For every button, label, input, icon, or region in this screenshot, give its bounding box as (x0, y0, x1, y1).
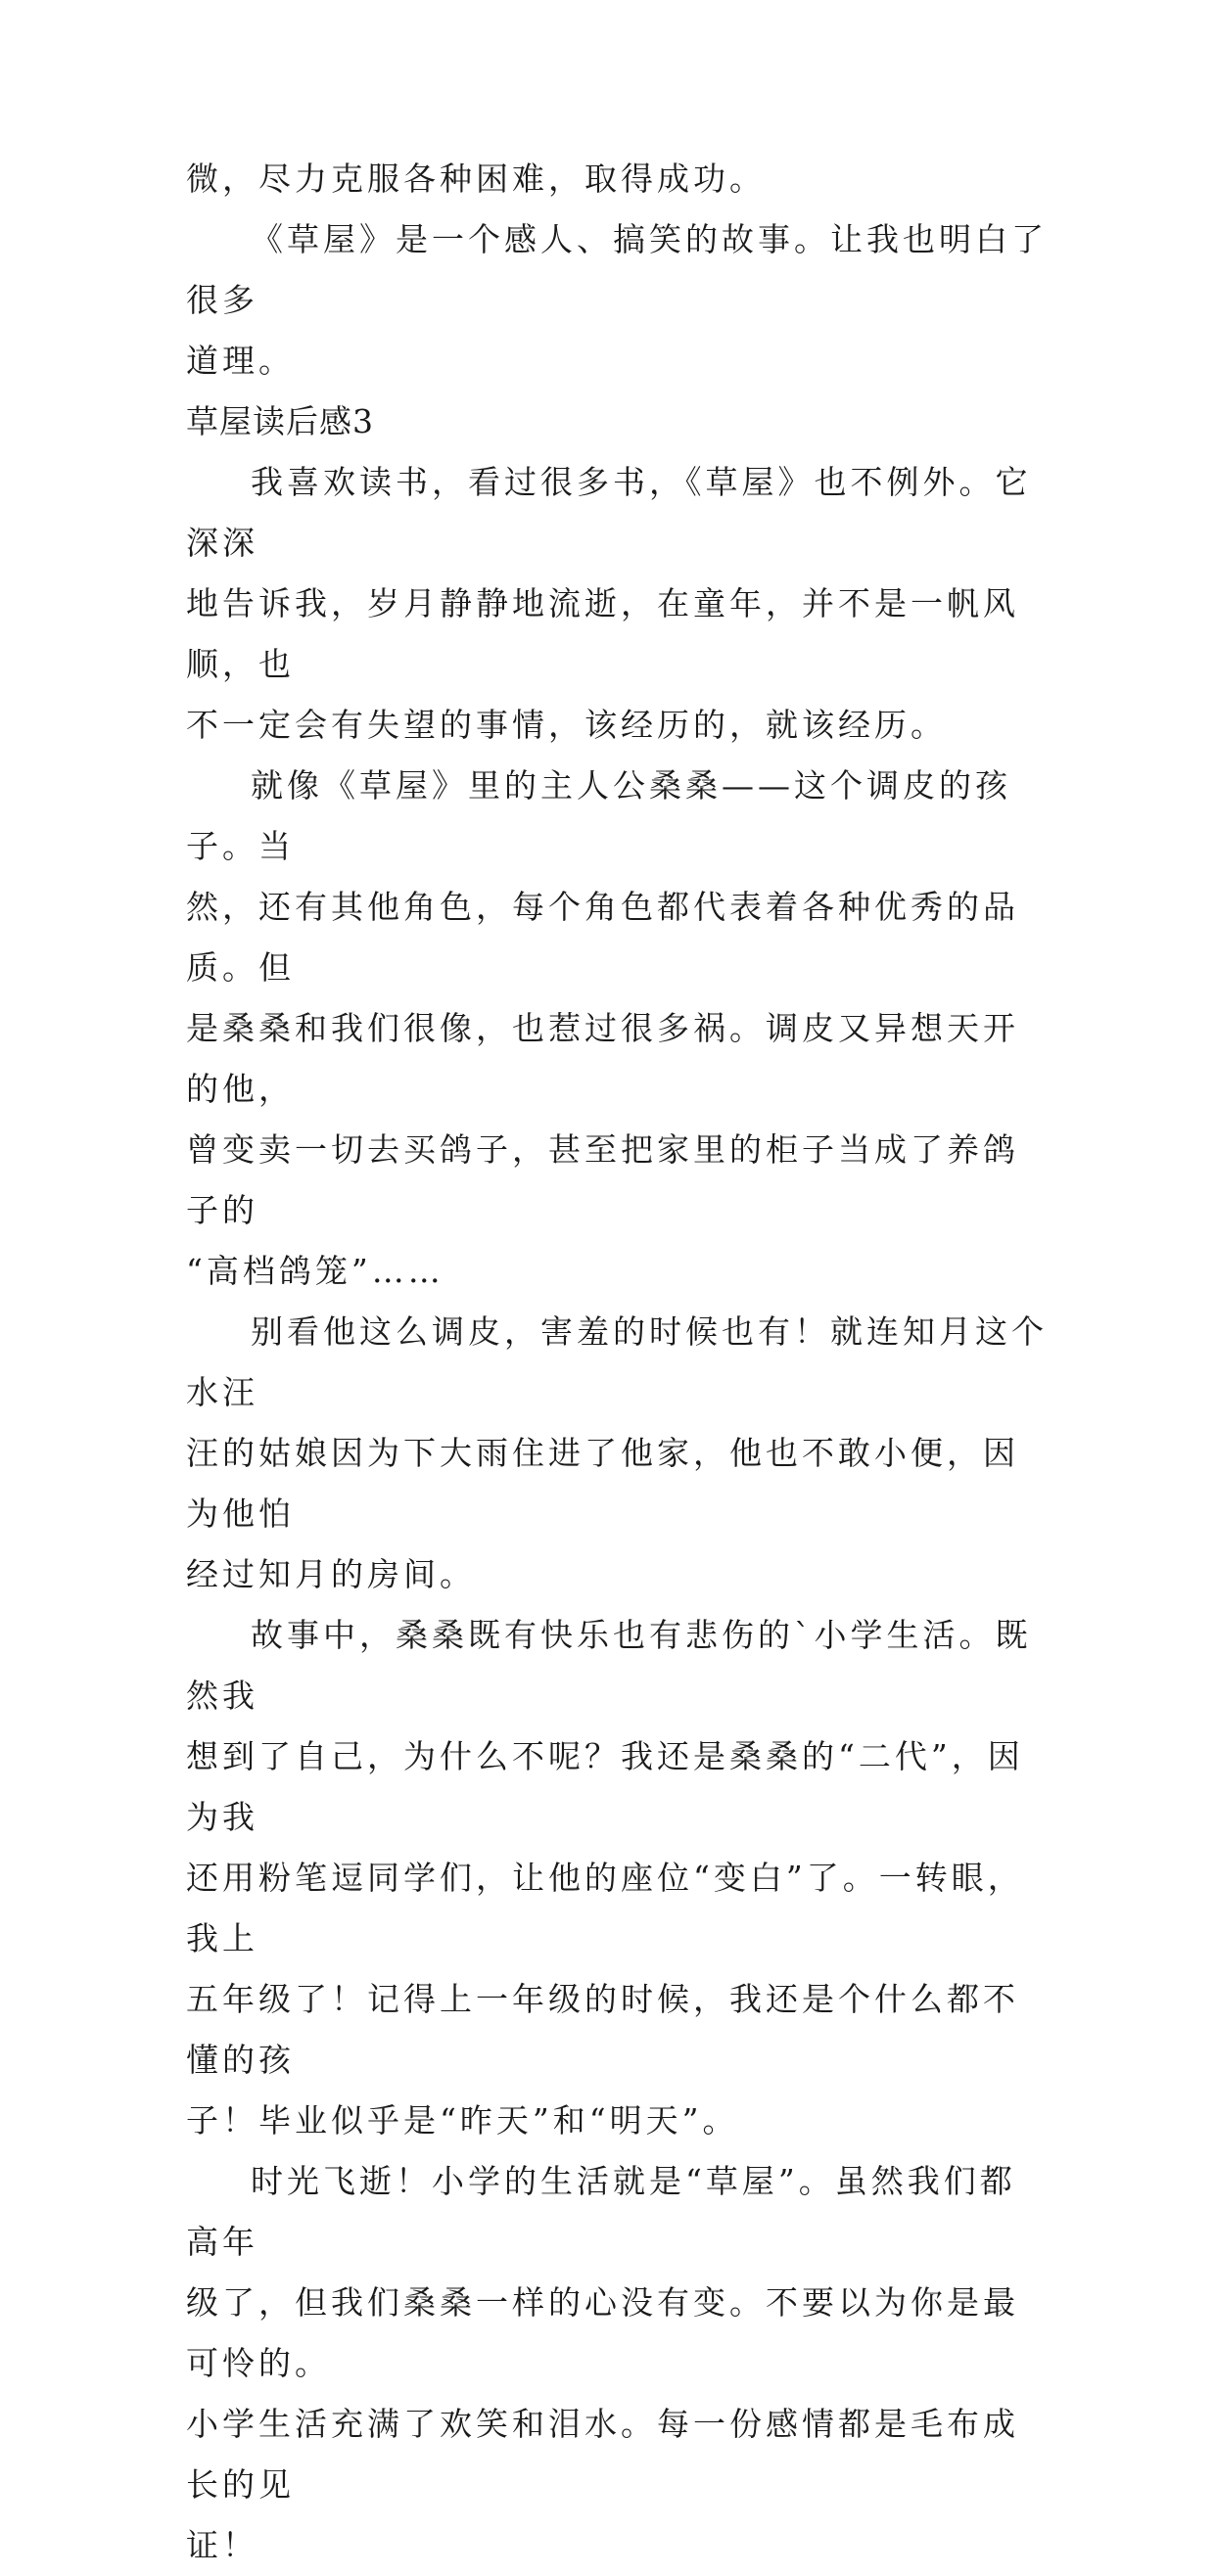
paragraph (186, 756, 1048, 1302)
section-heading: 草屋读后感3 (186, 402, 374, 440)
text-line: 还用粉笔逗同学们，让他的座位“变白”了。一转眼，我上 (186, 1859, 1024, 1957)
text-line: 经过知月的房间。 (186, 1555, 476, 1593)
text-line: 别看他这么调皮，害羞的时候也有！就连知月这个水汪 (186, 1312, 1048, 1411)
paragraph-summary (186, 209, 1048, 391)
text-line: 《草屋》是一个感人、搞笑的故事。让我也明白了很多 (186, 220, 1048, 319)
paragraph-continuation (186, 149, 1048, 209)
text-line: 曾变卖一切去买鸽子，甚至把家里的柜子当成了养鸽子的 (186, 1130, 1019, 1229)
paragraph (186, 1302, 1048, 1605)
text-line: 地告诉我，岁月静静地流逝，在童年，并不是一帆风顺，也 (186, 584, 1019, 683)
text-line: 就像《草屋》里的主人公桑桑——这个调皮的孩子。当 (186, 766, 1011, 865)
text-line: 想到了自己，为什么不呢？我还是桑桑的“二代”，因为我 (186, 1737, 1024, 1836)
text-line: 子！毕业似乎是“昨天”和“明天”。 (186, 2101, 739, 2139)
text-line: 是桑桑和我们很像，也惹过很多祸。调皮又异想天开的他， (186, 1009, 1019, 1108)
text-line: 不一定会有失望的事情，该经历的，就该经历。 (186, 706, 947, 744)
text-line: 级了，但我们桑桑一样的心没有变。不要以为你是最可怜的。 (186, 2283, 1019, 2382)
text-line: 时光飞逝！小学的生活就是“草屋”。虽然我们都高年 (186, 2162, 1016, 2261)
text-line: 小学生活充满了欢笑和泪水。每一份感情都是毛布成长的见 (186, 2405, 1019, 2504)
text-line: 道理。 (186, 342, 295, 380)
paragraph (186, 452, 1048, 756)
text-line: “高档鸽笼”…… (186, 1252, 444, 1290)
document-body (186, 149, 1048, 2576)
paragraph (186, 1605, 1048, 2151)
paragraph (186, 2151, 1048, 2576)
text-line: 我喜欢读书，看过很多书，《草屋》也不例外。它深深 (186, 463, 1032, 562)
text-line: 汪的姑娘因为下大雨住进了他家，他也不敢小便，因为他怕 (186, 1434, 1019, 1533)
text-line: 然，还有其他角色，每个角色都代表着各种优秀的品质。但 (186, 888, 1019, 987)
text-line: 证！ (186, 2526, 258, 2564)
text-line: 五年级了！记得上一年级的时候，我还是个什么都不懂的孩 (186, 1980, 1019, 2079)
text-line: 微，尽力克服各种困难，取得成功。 (186, 160, 766, 198)
text-line: 故事中，桑桑既有快乐也有悲伤的`小学生活。既然我 (186, 1616, 1032, 1715)
